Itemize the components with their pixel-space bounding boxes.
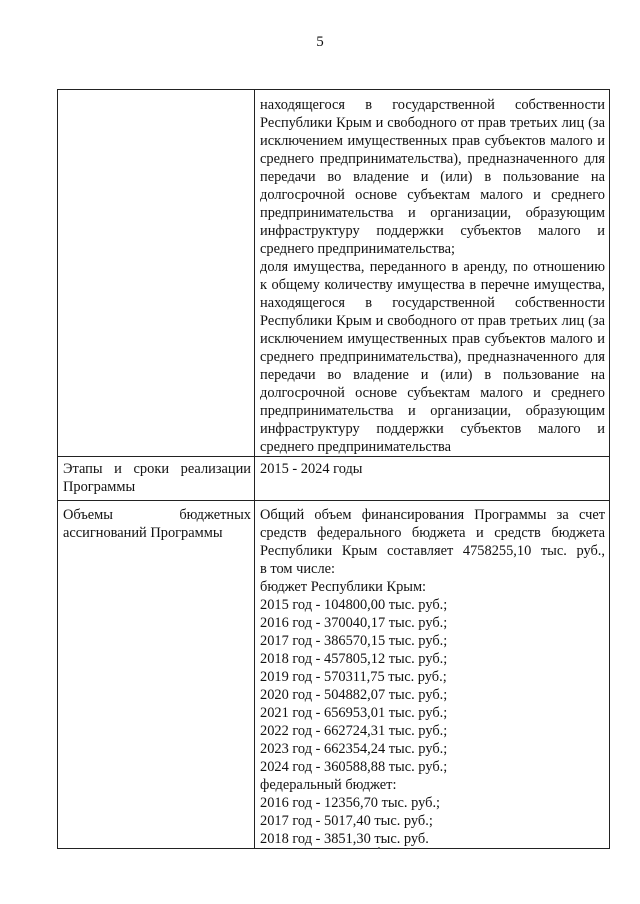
text-line: предпринимательства и организации, образующим	[260, 205, 605, 221]
text-line: 2017 год - 5017,40 тыс. руб.;	[260, 813, 433, 829]
text-line: 2021 год - 656953,01 тыс. руб.;	[260, 705, 448, 721]
text-line: Программы	[63, 479, 136, 495]
text-line: в том числе:	[260, 561, 336, 577]
text-line: 2018 год - 3851,30 тыс. руб.	[260, 831, 429, 847]
text-line: 2015 - 2024 годы	[260, 461, 363, 477]
text-line: 2020 год - 504882,07 тыс. руб.;	[260, 687, 448, 703]
row-label-cell	[58, 457, 255, 501]
row-value-cell	[255, 457, 610, 501]
text-line: Республики Крым и свободного от прав третьих лиц (за	[260, 115, 605, 131]
row-value-cell	[255, 501, 610, 849]
text-line: 2016 год - 12356,70 тыс. руб.;	[260, 795, 441, 811]
text-line: передачи во владение и (или) в пользование на	[260, 169, 605, 185]
row-label-cell	[58, 90, 255, 457]
text-line: 2018 год - 457805,12 тыс. руб.;	[260, 651, 448, 667]
text-line: среднего предпринимательства	[260, 439, 452, 455]
text-line: бюджет Республики Крым:	[260, 579, 427, 595]
text-line: инфраструктуру поддержки субъектов малого и	[260, 223, 605, 239]
text-line: среднего предпринимательства), предназначенного для	[260, 151, 605, 167]
table-row-stages	[58, 457, 610, 501]
text-line: долгосрочной основе субъектам малого и среднего	[260, 187, 605, 203]
text-line: предпринимательства и организации, образующим	[260, 403, 605, 419]
text-line: передачи во владение и (или) в пользование на	[260, 367, 605, 383]
text-line: Объемы бюджетных	[63, 507, 251, 523]
program-passport-table	[57, 89, 610, 849]
table-row-budget	[58, 501, 610, 849]
text-line: Этапы и сроки реализации	[63, 461, 251, 477]
text-line: 2023 год - 662354,24 тыс. руб.;	[260, 741, 448, 757]
text-line: к общему количеству имущества в перечне имущества,	[260, 277, 605, 293]
text-line: федеральный бюджет:	[260, 777, 397, 793]
text-line: средств федерального бюджета и средств бюджета	[260, 525, 605, 541]
page-number: 5	[316, 34, 324, 50]
text-line: долгосрочной основе субъектам малого и среднего	[260, 385, 605, 401]
row-value-cell	[255, 90, 610, 457]
text-line: 2015 год - 104800,00 тыс. руб.;	[260, 597, 448, 613]
text-line: находящегося в государственной собственности	[260, 97, 605, 113]
text-line: среднего предпринимательства;	[260, 241, 456, 257]
scan-speck	[378, 847, 380, 849]
text-line: среднего предпринимательства), предназначенного для	[260, 349, 605, 365]
text-line: 2016 год - 370040,17 тыс. руб.;	[260, 615, 448, 631]
text-line: 2024 год - 360588,88 тыс. руб.;	[260, 759, 448, 775]
text-line: ассигнований Программы	[63, 525, 223, 541]
text-line: Республики Крым составляет 4758255,10 тыс. руб.,	[260, 543, 605, 559]
text-line: доля имущества, переданного в аренду, по отношению	[260, 259, 605, 275]
text-line: инфраструктуру поддержки субъектов малого и	[260, 421, 605, 437]
text-line: 2017 год - 386570,15 тыс. руб.;	[260, 633, 448, 649]
text-line: Республики Крым и свободного от прав третьих лиц (за	[260, 313, 605, 329]
row-label-cell	[58, 501, 255, 849]
text-line: исключением имущественных прав субъектов малого и	[260, 133, 605, 149]
text-line: Общий объем финансирования Программы за счет	[260, 507, 605, 523]
text-line: находящегося в государственной собственности	[260, 295, 605, 311]
text-line: исключением имущественных прав субъектов малого и	[260, 331, 605, 347]
table-row-indicators-continued	[58, 90, 610, 457]
text-line: 2022 год - 662724,31 тыс. руб.;	[260, 723, 448, 739]
text-line: 2019 год - 570311,75 тыс. руб.;	[260, 669, 447, 685]
